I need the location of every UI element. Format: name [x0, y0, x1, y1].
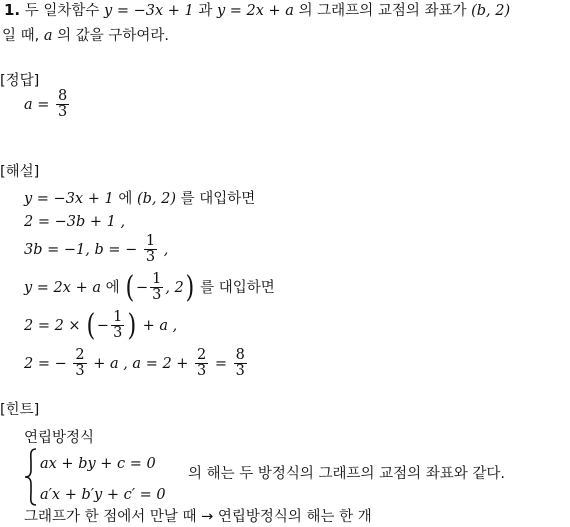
- hint-description: 의 해는 두 방정식의 그래프의 교점의 좌표와 같다.: [188, 466, 506, 482]
- equation: y = −3x + 1: [24, 191, 114, 207]
- explanation-line-3: [24, 234, 168, 266]
- equation: + a , a = 2 +: [93, 356, 189, 373]
- fraction-numerator: 8: [58, 88, 68, 104]
- question-text: 일 때,: [2, 28, 40, 44]
- question-text: 의 값을 구하여라.: [57, 28, 169, 44]
- hint-last-line: 그래프가 한 점에서 만날 때 → 연립방정식의 해는 한 개: [24, 509, 372, 525]
- fraction: [144, 234, 157, 266]
- equation: 3b = −1, b = −: [24, 242, 138, 259]
- fraction-denominator: 3: [197, 363, 207, 380]
- question-line-1: [4, 3, 510, 19]
- system-equation-2: a′x + b′y + c′ = 0: [40, 487, 166, 503]
- explanation-label: [해설]: [0, 164, 40, 180]
- fraction-denominator: 3: [152, 287, 162, 304]
- equation: 2 = 2 ×: [24, 318, 81, 335]
- explanation-line-6: [24, 348, 249, 380]
- equation: + a ,: [142, 318, 178, 335]
- equation: 2 = −: [24, 356, 67, 373]
- fraction: [150, 272, 163, 304]
- minus-sign: −: [135, 280, 149, 297]
- system-equation-1: ax + by + c = 0: [40, 456, 156, 472]
- hint-label: [힌트]: [0, 402, 40, 418]
- system-brace: [24, 448, 38, 506]
- fraction-denominator: 3: [113, 325, 123, 342]
- right-paren: ): [185, 270, 195, 306]
- equation: y = 2x + a: [24, 280, 101, 297]
- fraction-numerator: 1: [152, 271, 162, 287]
- equation: y = 2x + a: [216, 3, 294, 19]
- explanation-line-2: 2 = −3b + 1 ,: [24, 214, 126, 230]
- equation: y = −3x + 1: [104, 3, 194, 19]
- fraction-numerator: 2: [75, 347, 85, 363]
- fraction-numerator: 1: [113, 309, 123, 325]
- text: 에: [118, 191, 133, 207]
- hint-title: 연립방정식: [24, 430, 95, 446]
- point: (b, 2): [471, 3, 511, 19]
- answer-fraction: [56, 89, 69, 121]
- answer-label: [정답]: [0, 73, 40, 89]
- text: 를 대입하면: [180, 191, 256, 207]
- fraction-denominator: 3: [58, 104, 68, 121]
- answer-lhs: a =: [24, 97, 50, 114]
- minus-sign: −: [96, 318, 110, 335]
- fraction: [73, 348, 86, 380]
- fraction-denominator: 3: [75, 363, 85, 380]
- question-number: 1.: [4, 1, 21, 19]
- fraction-numerator: 2: [197, 347, 207, 363]
- text: 를 대입하면: [200, 280, 275, 297]
- explanation-line-5: [24, 310, 177, 342]
- fraction-numerator: 8: [235, 347, 245, 363]
- fraction-denominator: 3: [145, 249, 156, 266]
- brace-icon: [24, 448, 38, 506]
- question-line-2: [2, 29, 169, 44]
- point-y: , 2: [165, 280, 184, 297]
- fraction: [234, 348, 247, 380]
- question-text: 의 그래프의 교점의 좌표가: [298, 3, 467, 19]
- variable: a: [43, 28, 53, 44]
- fraction: [111, 310, 124, 342]
- question-text: 두 일차함수: [24, 3, 100, 19]
- equals-sign: =: [214, 356, 228, 373]
- answer-value: [24, 89, 71, 121]
- fraction-numerator: 1: [145, 233, 156, 249]
- explanation-line-4: [24, 272, 275, 304]
- explanation-line-1: [24, 192, 255, 207]
- text: 에: [105, 280, 120, 297]
- fraction: [195, 348, 208, 380]
- right-paren: ): [127, 308, 137, 344]
- left-paren: (: [125, 270, 135, 306]
- fraction-denominator: 3: [235, 363, 245, 380]
- point: (b, 2): [136, 191, 176, 207]
- question-text: 과: [198, 3, 213, 19]
- comma: ,: [163, 242, 169, 259]
- left-paren: (: [86, 308, 96, 344]
